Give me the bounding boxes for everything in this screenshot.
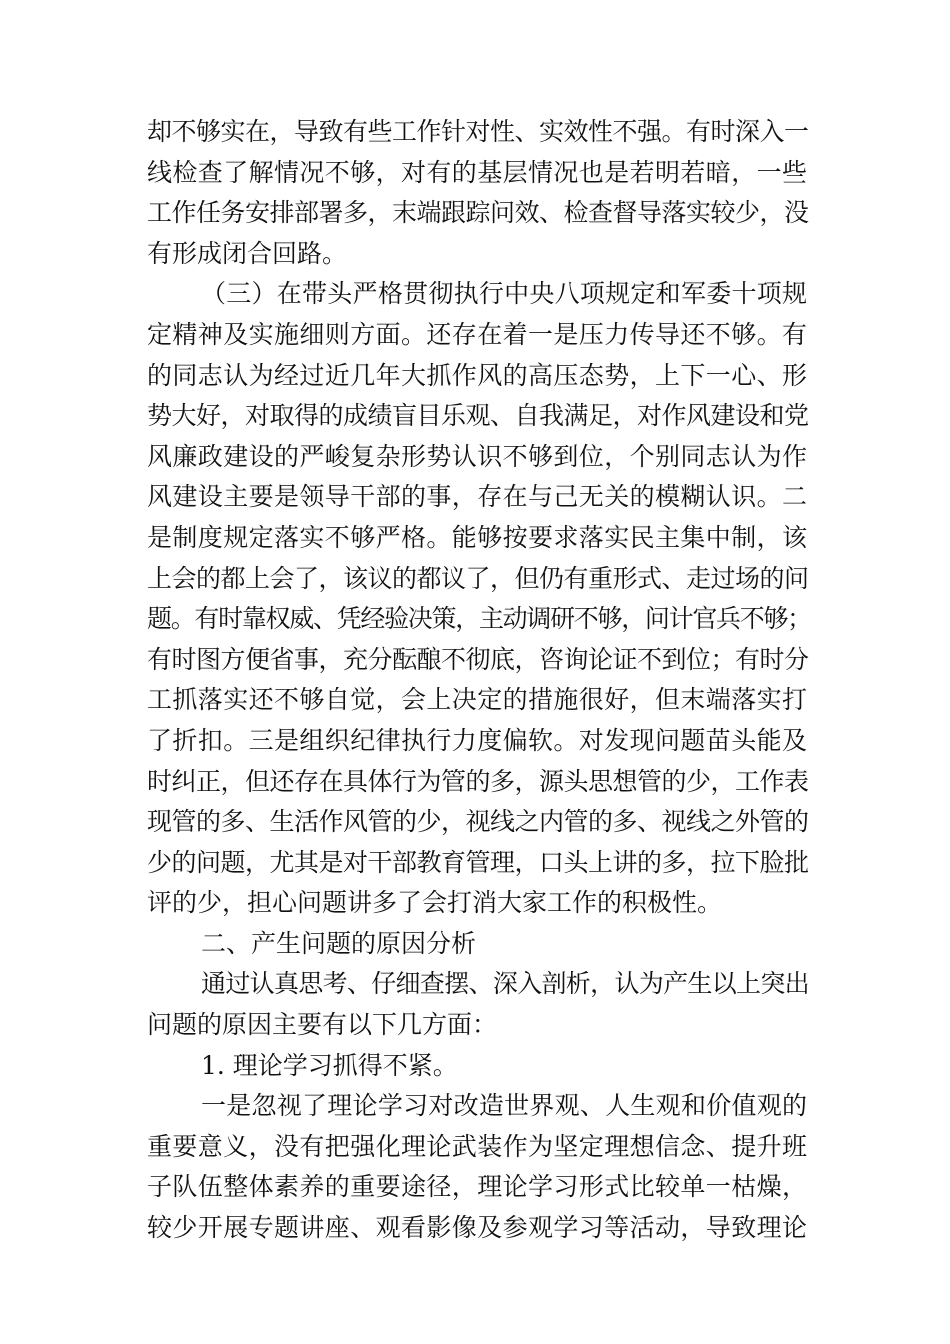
text-line: 有形成闭合回路。 <box>147 238 348 268</box>
text-line: 通过认真思考、仔细查摆、深入剖析，认为产生以上突出 <box>201 969 810 999</box>
text-line: 现管的多、生活作风管的少，视线之内管的多、视线之外管的 <box>147 807 809 837</box>
text-line: 有时图方便省事，充分酝酿不彻底，咨询论证不到位；有时分 <box>147 644 809 674</box>
paragraph-section-three <box>147 274 811 924</box>
paragraph-theory-study <box>147 1086 807 1248</box>
text-line: 子队伍整体素养的重要途径，理论学习形式比较单一枯燥， <box>147 1172 807 1202</box>
text-line: 工抓落实还不够自觉，会上决定的措施很好，但末端落实打 <box>147 685 807 715</box>
text-line: 势大好，对取得的成绩盲目乐观、自我满足，对作风建设和党 <box>147 401 809 431</box>
text-line: 定精神及实施细则方面。还存在着一是压力传导还不够。有 <box>147 319 807 349</box>
text-line: 评的少，担心问题讲多了会打消大家工作的积极性。 <box>147 888 723 918</box>
subsection-heading <box>147 1046 807 1087</box>
text-line: 题。有时靠权威、凭经验决策，主动调研不够，问计官兵不够； <box>147 604 811 634</box>
text-line: 了折扣。三是组织纪律执行力度偏软。对发现问题苗头能及 <box>147 725 807 755</box>
text-line: 时纠正，但还存在具体行为管的多，源头思想管的少，工作表 <box>147 766 809 796</box>
paragraph-intro <box>147 964 810 1045</box>
text-line: （三）在带头严格贯彻执行中央八项规定和军委十项规 <box>201 279 807 309</box>
document-page <box>147 112 811 1249</box>
subheading-text: 1. 理论学习抓得不紧。 <box>201 1050 458 1080</box>
heading-text: 二、产生问题的原因分析 <box>201 928 477 958</box>
text-line: 问题的原因主要有以下几方面： <box>147 1010 498 1040</box>
text-line: 是制度规定落实不够严格。能够按要求落实民主集中制，该 <box>147 522 807 552</box>
text-line: 一是忽视了理论学习对改造世界观、人生观和价值观的 <box>201 1091 807 1121</box>
text-line: 的同志认为经过近几年大抓作风的高压态势，上下一心、形 <box>147 360 807 390</box>
paragraph-continuation <box>147 112 807 274</box>
text-line: 风建设主要是领导干部的事，存在与己无关的模糊认识。二 <box>147 482 807 512</box>
text-line: 风廉政建设的严峻复杂形势认识不够到位，个别同志认为作 <box>147 441 807 471</box>
text-line: 重要意义，没有把强化理论武装作为坚定理想信念、提升班 <box>147 1131 807 1161</box>
text-line: 线检查了解情况不够，对有的基层情况也是若明若暗，一些 <box>147 157 807 187</box>
text-line: 较少开展专题讲座、观看影像及参观学习等活动，导致理论 <box>147 1213 807 1243</box>
section-heading <box>147 924 807 965</box>
text-line: 少的问题，尤其是对干部教育管理，口头上讲的多，拉下脸批 <box>147 847 809 877</box>
text-line: 上会的都上会了，该议的都议了，但仍有重形式、走过场的问 <box>147 563 809 593</box>
text-line: 却不够实在，导致有些工作针对性、实效性不强。有时深入一 <box>147 117 809 146</box>
text-line: 工作任务安排部署多，末端跟踪问效、检查督导落实较少，没 <box>147 198 809 228</box>
